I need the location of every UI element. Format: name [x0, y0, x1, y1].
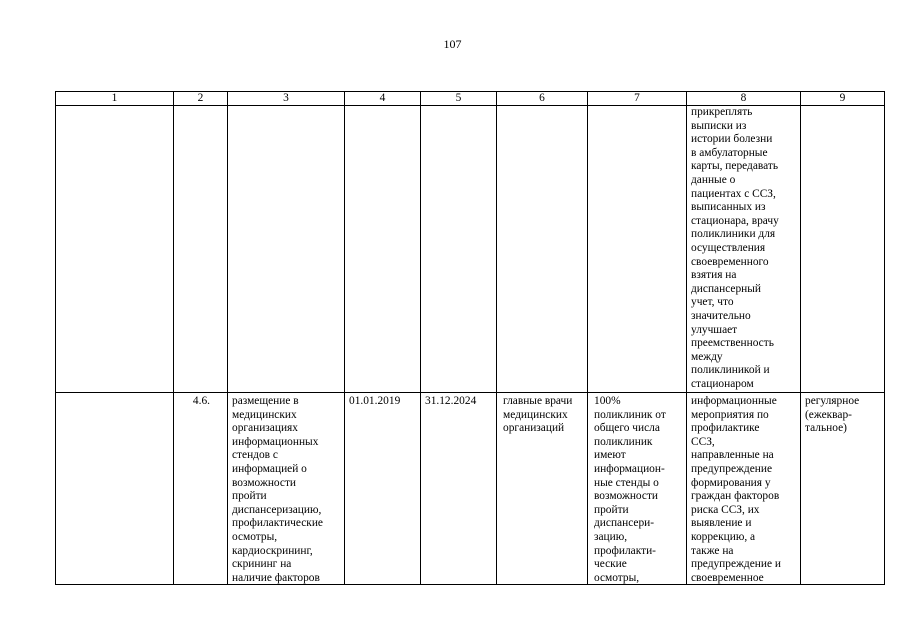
end-date: 31.12.2024	[421, 393, 497, 585]
page-number: 107	[443, 37, 462, 51]
target-indicator: 100% поликлиник от общего числа поликлиник имеют информацион- ные стенды о возможности пройти диспансери- зацию, профилакти- ческие осмотры,	[588, 393, 687, 585]
table-cell	[497, 106, 588, 393]
table-cell	[345, 106, 421, 393]
header-row	[56, 92, 885, 106]
start-date: 01.01.2019	[345, 393, 421, 585]
frequency: регулярное (ежеквар- тальное)	[801, 393, 885, 585]
table-cell: прикреплять выписки из истории болезни в амбулаторные карты, передавать данные о пациентах с ССЗ, выписанных из стационара, врачу поликлиники для осуществления своевременного взятия на диспансерный учет, что значительно улучшает преемственность между поликлиникой и стационаром	[687, 106, 801, 393]
table-cell	[421, 106, 497, 393]
table-row	[56, 393, 885, 585]
plan-table	[55, 91, 885, 585]
table-cell	[56, 393, 174, 585]
column-header-5: 5	[421, 92, 497, 106]
table-cell	[174, 106, 228, 393]
column-header-4: 4	[345, 92, 421, 106]
column-header-7: 7	[588, 92, 687, 106]
column-header-9: 9	[801, 92, 885, 106]
table-cell	[228, 106, 345, 393]
column-header-6: 6	[497, 92, 588, 106]
table-row	[56, 106, 885, 393]
table-cell	[588, 106, 687, 393]
expected-result: информационные мероприятия по профилактике ССЗ, направленные на предупреждение формирования у граждан факторов риска ССЗ, их выявление и коррекцию, а также на предупреждение и своевременное	[687, 393, 801, 585]
responsible-party: главные врачи медицинских организаций	[497, 393, 588, 585]
column-header-8: 8	[687, 92, 801, 106]
table-cell	[801, 106, 885, 393]
activity-description: размещение в медицинских организациях информационных стендов с информацией о возможности пройти диспансеризацию, профилактические осмотры, кардиоскрининг, скрининг на наличие факторов	[228, 393, 345, 585]
table-cell	[56, 106, 174, 393]
item-number: 4.6.	[174, 393, 228, 585]
column-header-3: 3	[228, 92, 345, 106]
column-header-2: 2	[174, 92, 228, 106]
column-header-1: 1	[56, 92, 174, 106]
